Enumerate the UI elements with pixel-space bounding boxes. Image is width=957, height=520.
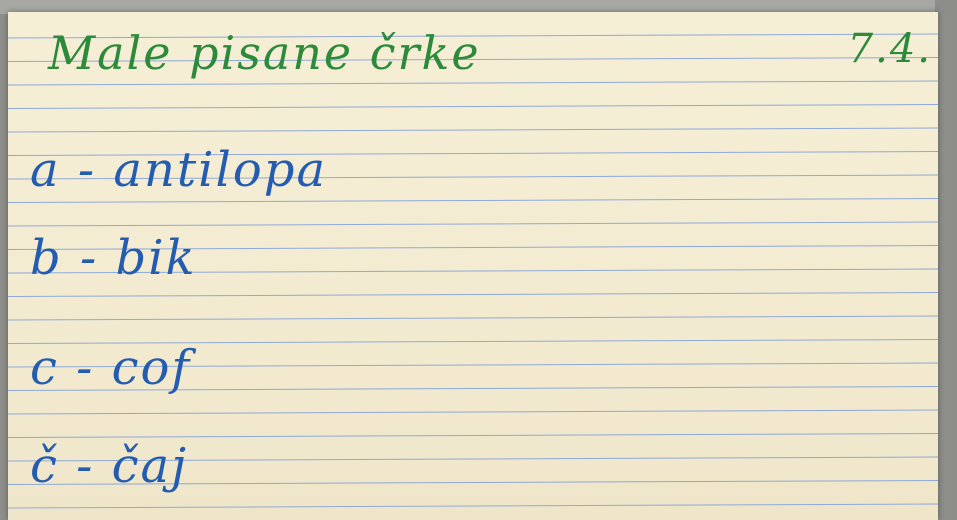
ruled-line bbox=[8, 128, 938, 132]
ruled-line bbox=[8, 316, 938, 320]
entry-a-antilopa: a - antilopa bbox=[30, 142, 328, 198]
ruled-line bbox=[8, 504, 938, 508]
entry-c-cof: c - cof bbox=[30, 340, 192, 396]
notebook-page bbox=[8, 12, 938, 520]
ruled-line bbox=[8, 81, 938, 85]
page-date: 7.4. bbox=[847, 26, 932, 72]
entry-c-caron-caj: č - čaj bbox=[30, 438, 188, 494]
ruled-line bbox=[8, 293, 938, 297]
entry-b-bik: b - bik bbox=[30, 230, 197, 286]
ruled-line bbox=[8, 222, 938, 226]
ruled-line bbox=[8, 199, 938, 203]
ruled-line bbox=[8, 105, 938, 109]
page-title: Male pisane črke bbox=[48, 26, 481, 80]
ruled-line bbox=[8, 410, 938, 414]
background-frame-right bbox=[935, 0, 957, 520]
ruled-line bbox=[8, 434, 938, 438]
